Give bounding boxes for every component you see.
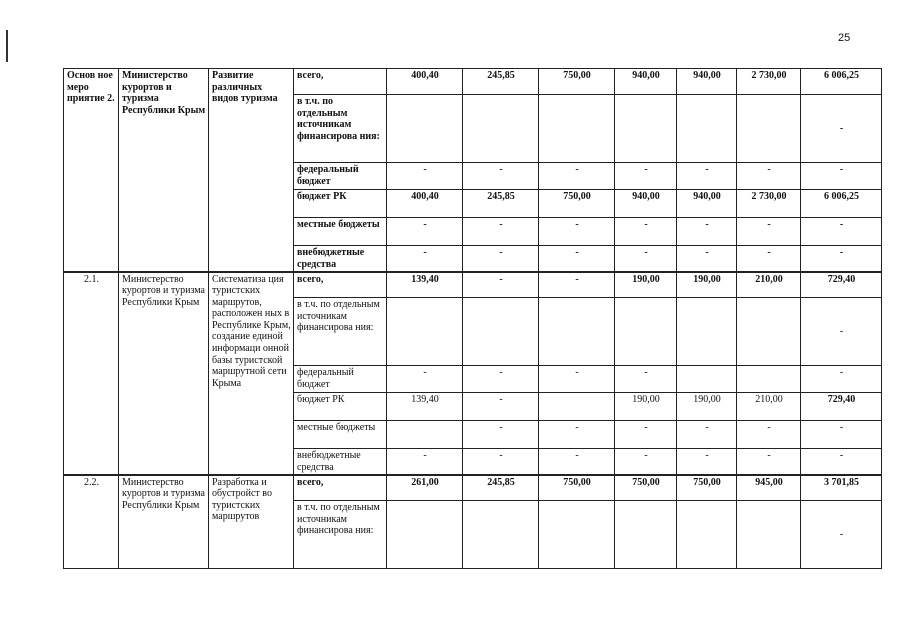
value-cell: [463, 298, 539, 366]
value-cell: -: [615, 366, 677, 393]
value-cell: 2 730,00: [737, 190, 801, 218]
value-cell: 400,40: [387, 190, 463, 218]
measure-name: Развитие различных видов туризма: [209, 69, 294, 272]
table-row: [64, 69, 882, 95]
value-cell: 245,85: [463, 475, 539, 501]
value-cell: 940,00: [615, 69, 677, 95]
source-label: федеральный бюджет: [294, 163, 387, 190]
value-cell: -: [539, 272, 615, 298]
value-cell: 245,85: [463, 190, 539, 218]
value-cell: [387, 298, 463, 366]
source-label: в т.ч. по отдельным источникам финансирова ния:: [294, 501, 387, 569]
value-cell: 190,00: [615, 272, 677, 298]
value-cell: [463, 95, 539, 163]
value-cell: [615, 501, 677, 569]
value-cell: -: [539, 246, 615, 272]
measure-name: Разработка и обустройст во туристских маршрутов: [209, 475, 294, 569]
value-cell: -: [801, 218, 882, 246]
value-cell: -: [677, 449, 737, 475]
value-cell: -: [387, 163, 463, 190]
value-cell: 261,00: [387, 475, 463, 501]
source-label: внебюджетные средства: [294, 246, 387, 272]
value-cell: -: [677, 246, 737, 272]
value-cell: -: [737, 421, 801, 449]
value-cell: -: [539, 366, 615, 393]
value-cell: -: [737, 449, 801, 475]
value-cell: [539, 298, 615, 366]
value-cell: 210,00: [737, 272, 801, 298]
value-cell: -: [539, 421, 615, 449]
value-cell: -: [737, 246, 801, 272]
value-cell: [387, 95, 463, 163]
value-cell: 940,00: [677, 69, 737, 95]
value-cell: -: [801, 501, 882, 569]
value-cell: 210,00: [737, 393, 801, 421]
value-cell: 729,40: [801, 393, 882, 421]
value-cell: -: [801, 366, 882, 393]
value-cell: [677, 95, 737, 163]
value-cell: [387, 501, 463, 569]
value-cell: -: [387, 366, 463, 393]
value-cell: -: [463, 246, 539, 272]
value-cell: [737, 298, 801, 366]
value-cell: [463, 501, 539, 569]
budget-table: [63, 68, 882, 569]
value-cell: [677, 298, 737, 366]
value-cell: -: [801, 421, 882, 449]
value-cell: 750,00: [539, 190, 615, 218]
value-cell: [539, 393, 615, 421]
value-cell: -: [463, 163, 539, 190]
value-cell: 139,40: [387, 393, 463, 421]
measure-number: Основ ное меро приятие 2.: [64, 69, 119, 272]
value-cell: -: [801, 449, 882, 475]
value-cell: -: [677, 421, 737, 449]
value-cell: -: [463, 393, 539, 421]
executor: Министерство курортов и туризма Республики Крым: [119, 272, 209, 475]
value-cell: 729,40: [801, 272, 882, 298]
value-cell: [615, 298, 677, 366]
source-label: бюджет РК: [294, 190, 387, 218]
value-cell: -: [387, 218, 463, 246]
margin-mark: [6, 30, 8, 62]
value-cell: -: [801, 246, 882, 272]
value-cell: -: [737, 218, 801, 246]
value-cell: 400,40: [387, 69, 463, 95]
value-cell: 190,00: [615, 393, 677, 421]
source-label: в т.ч. по отдельным источникам финансирова ния:: [294, 298, 387, 366]
page-number: 25: [838, 32, 851, 44]
value-cell: -: [615, 218, 677, 246]
value-cell: [677, 501, 737, 569]
source-label: внебюджетные средства: [294, 449, 387, 475]
executor: Министерство курортов и туризма Республики Крым: [119, 475, 209, 569]
value-cell: 940,00: [615, 190, 677, 218]
value-cell: -: [539, 449, 615, 475]
value-cell: -: [737, 163, 801, 190]
table-row: [64, 272, 882, 298]
value-cell: [539, 95, 615, 163]
value-cell: 945,00: [737, 475, 801, 501]
source-label: всего,: [294, 272, 387, 298]
measure-number: 2.1.: [64, 272, 119, 475]
value-cell: -: [387, 449, 463, 475]
value-cell: -: [615, 163, 677, 190]
value-cell: 190,00: [677, 272, 737, 298]
value-cell: 750,00: [677, 475, 737, 501]
value-cell: -: [539, 218, 615, 246]
value-cell: -: [677, 163, 737, 190]
value-cell: [615, 95, 677, 163]
value-cell: 750,00: [539, 69, 615, 95]
value-cell: 750,00: [615, 475, 677, 501]
value-cell: 190,00: [677, 393, 737, 421]
value-cell: -: [539, 163, 615, 190]
source-label: всего,: [294, 475, 387, 501]
value-cell: -: [677, 218, 737, 246]
value-cell: [387, 421, 463, 449]
value-cell: [539, 501, 615, 569]
value-cell: [737, 501, 801, 569]
value-cell: 245,85: [463, 69, 539, 95]
measure-number: 2.2.: [64, 475, 119, 569]
source-label: в т.ч. по отдельным источникам финансирова ния:: [294, 95, 387, 163]
value-cell: [737, 366, 801, 393]
source-label: бюджет РК: [294, 393, 387, 421]
value-cell: 2 730,00: [737, 69, 801, 95]
value-cell: 940,00: [677, 190, 737, 218]
value-cell: -: [463, 449, 539, 475]
value-cell: -: [615, 449, 677, 475]
table-row: [64, 475, 882, 501]
value-cell: 6 006,25: [801, 190, 882, 218]
value-cell: -: [463, 421, 539, 449]
value-cell: -: [463, 366, 539, 393]
value-cell: -: [463, 218, 539, 246]
value-cell: -: [615, 421, 677, 449]
value-cell: [677, 366, 737, 393]
value-cell: 3 701,85: [801, 475, 882, 501]
measure-name: Систематиза ция туристских маршрутов, расположен ных в Республике Крым, создание единой информаци онной базы туристской маршрутной сети Крыма: [209, 272, 294, 475]
executor: Министерство курортов и туризма Республики Крым: [119, 69, 209, 272]
value-cell: -: [615, 246, 677, 272]
value-cell: 750,00: [539, 475, 615, 501]
value-cell: -: [801, 163, 882, 190]
source-label: федеральный бюджет: [294, 366, 387, 393]
value-cell: 6 006,25: [801, 69, 882, 95]
value-cell: 139,40: [387, 272, 463, 298]
source-label: местные бюджеты: [294, 218, 387, 246]
value-cell: -: [801, 298, 882, 366]
source-label: местные бюджеты: [294, 421, 387, 449]
value-cell: -: [463, 272, 539, 298]
source-label: всего,: [294, 69, 387, 95]
value-cell: [737, 95, 801, 163]
value-cell: -: [387, 246, 463, 272]
value-cell: -: [801, 95, 882, 163]
